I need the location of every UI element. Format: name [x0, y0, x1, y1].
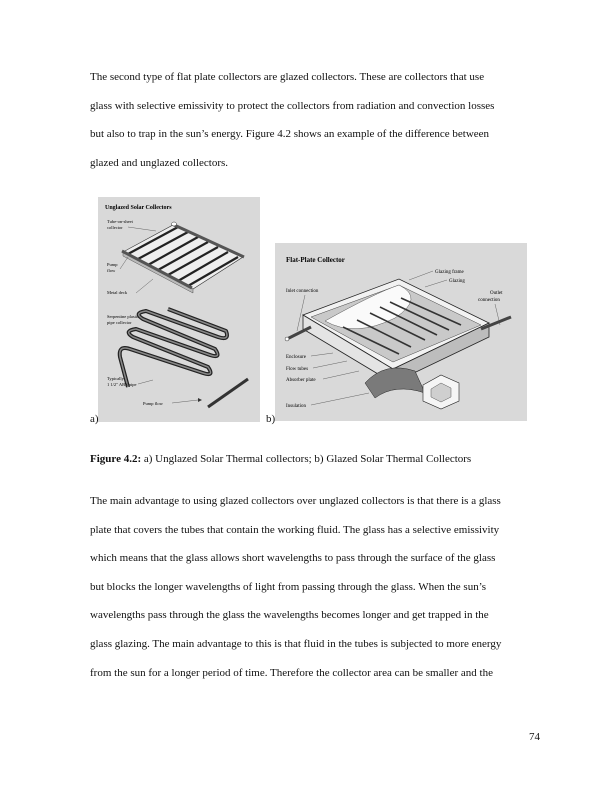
text-line: glass with selective emissivity to protect the collectors from radiation and convection losses [90, 99, 495, 112]
text-line: glass glazing. The main advantage to this is that fluid in the tubes is subjected to more energy [90, 637, 502, 650]
paragraph-advantages [90, 487, 550, 687]
label-pipe-collector: pipe collector [107, 320, 132, 325]
label-enclosure: Enclosure [286, 355, 306, 360]
text-line: plate that covers the tubes that contain the working fluid. The glass has a selective emissivity [90, 523, 500, 536]
figure-caption [90, 453, 471, 465]
label-pump-flow: Pump flow [143, 401, 163, 406]
label-tube-on-sheet: Tube-on-sheet [107, 219, 133, 224]
text-line: The second type of flat plate collectors are glazed collectors. These are collectors that use [90, 71, 485, 83]
text-line: glazed and unglazed collectors. [90, 156, 229, 169]
label-collector: collector [107, 225, 123, 230]
label-outlet: Outlet [490, 291, 503, 296]
label-pump: Pump [107, 262, 118, 267]
paragraph-intro [90, 63, 550, 177]
label-glazing: Glazing [449, 279, 465, 284]
caption-text: a) Unglazed Solar Thermal collectors; b) Glazed Solar Thermal Collectors [141, 453, 472, 465]
figure-a-letter: a) [90, 413, 99, 425]
caption-label: Figure 4.2: [90, 453, 142, 465]
text-line: The main advantage to using glazed collectors over unglazed collectors is that there is a glass [90, 495, 501, 507]
figure-b-title: Flat-Plate Collector [286, 256, 345, 264]
label-flow-tubes: Flow tubes [286, 367, 309, 372]
label-abs-pipe: 1 1/2" ABS pipe [107, 382, 137, 387]
text-line: wavelengths pass through the glass the wavelengths becomes longer and get trapped in the [90, 609, 489, 622]
label-flow: flow [107, 268, 116, 273]
figure-b-letter: b) [266, 413, 276, 425]
figure-a-title: Unglazed Solar Collectors [105, 205, 172, 211]
unglazed-collectors-illustration [98, 197, 260, 422]
label-glazing-frame: Glazing frame [435, 270, 464, 275]
page-number: 74 [529, 731, 540, 743]
label-inlet-connection: Inlet connection [286, 289, 319, 294]
text-line: but blocks the longer wavelengths of light from passing through the glass. When the sun’s [90, 580, 487, 593]
text-line: from the sun for a longer period of time. Therefore the collector area can be smaller and the [90, 666, 493, 679]
text-line: which means that the glass allows short wavelengths to pass through the surface of the glass [90, 552, 496, 565]
label-outlet-connection: connection [478, 298, 500, 303]
figure-unglazed-collectors [98, 197, 260, 422]
label-typically: Typically [107, 376, 124, 381]
label-metal-deck: Metal deck [107, 290, 128, 295]
label-insulation: Insulation [286, 404, 306, 409]
label-absorber-plate: Absorber plate [286, 378, 316, 383]
label-serpentine: Serpentine plastic [107, 314, 140, 319]
text-line: but also to trap in the sun’s energy. Figure 4.2 shows an example of the difference between [90, 128, 490, 141]
flat-plate-collector-illustration [275, 243, 527, 421]
figure-flat-plate-collector [275, 243, 527, 421]
